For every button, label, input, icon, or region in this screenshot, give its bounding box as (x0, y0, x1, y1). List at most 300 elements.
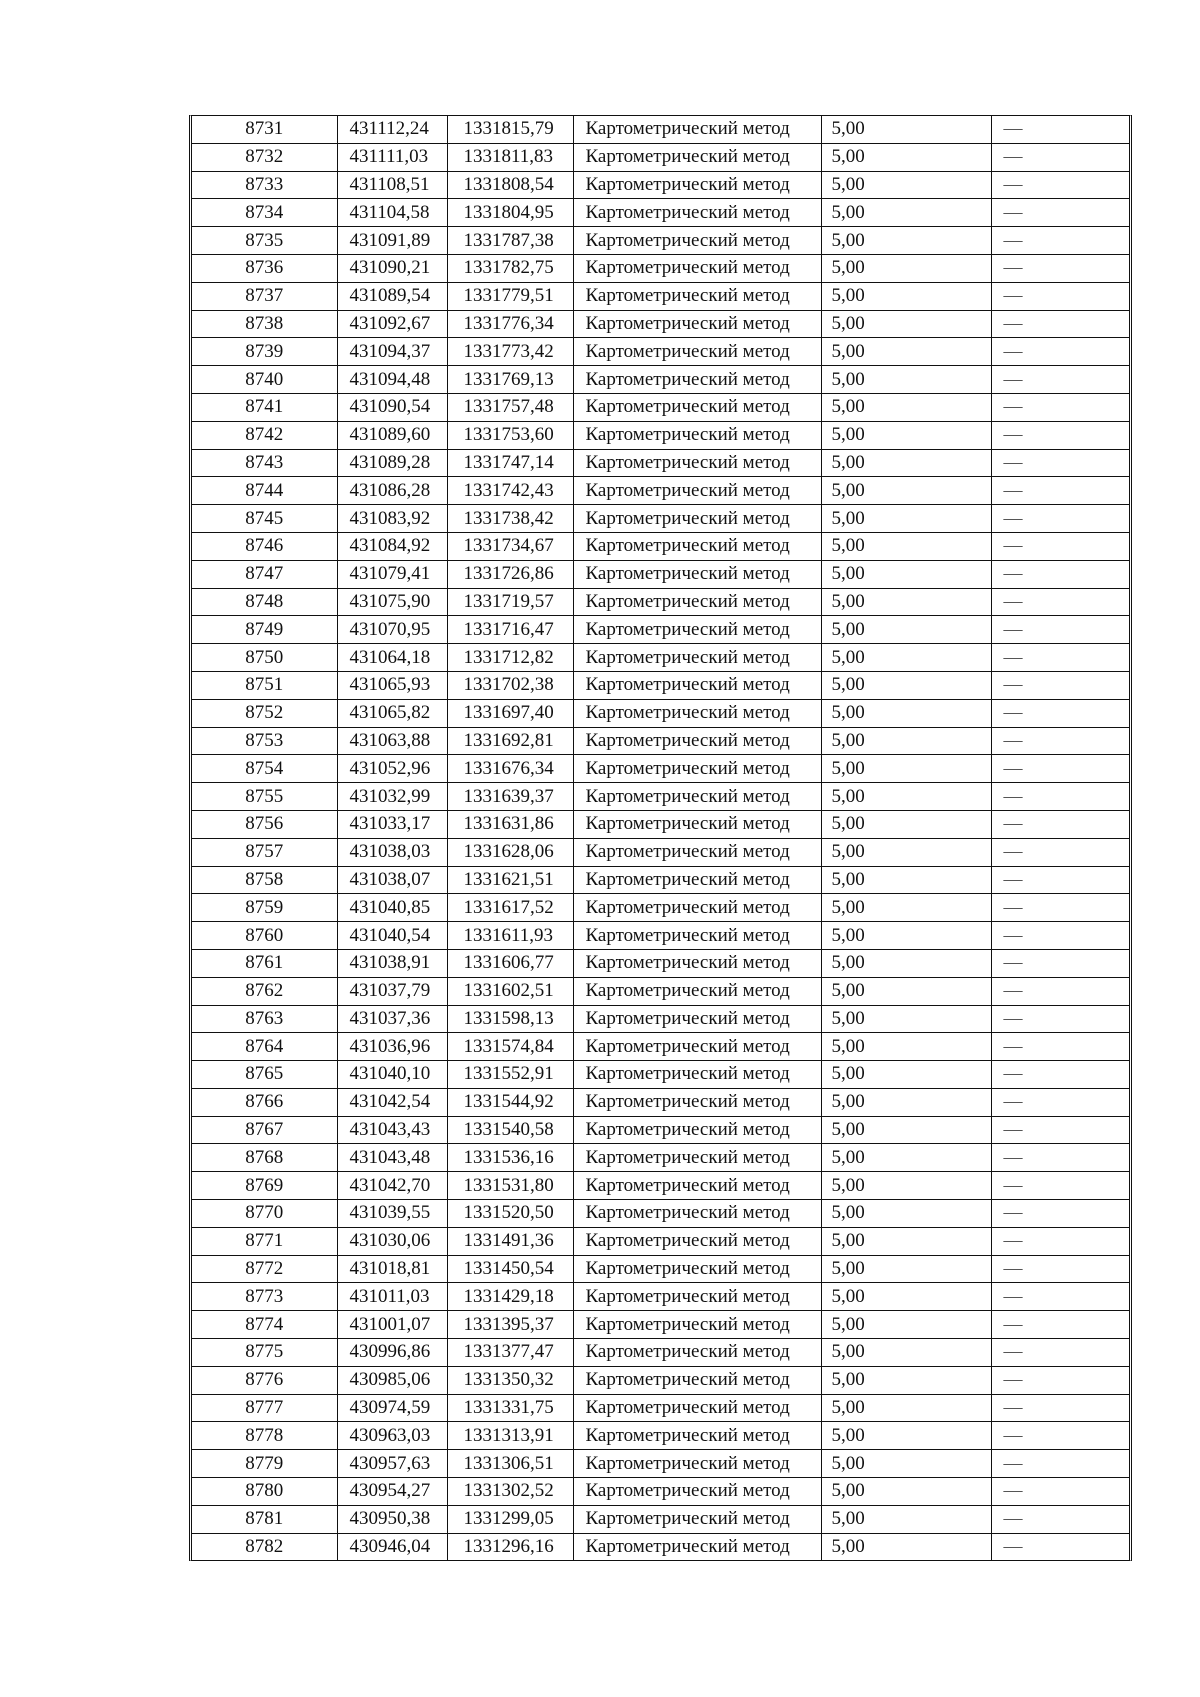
method-cell: Картометрический метод (573, 199, 821, 227)
accuracy-cell: 5,00 (821, 1172, 991, 1200)
table-row (192, 310, 1129, 338)
accuracy-cell: 5,00 (821, 532, 991, 560)
x-coordinate-cell: 431033,17 (337, 810, 447, 838)
note-cell: — (991, 755, 1129, 783)
x-coordinate-cell: 430950,38 (337, 1505, 447, 1533)
x-coordinate-cell: 431089,60 (337, 421, 447, 449)
y-coordinate-cell: 1331747,14 (447, 449, 573, 477)
note-cell: — (991, 560, 1129, 588)
y-coordinate-cell: 1331299,05 (447, 1505, 573, 1533)
method-cell: Картометрический метод (573, 1283, 821, 1311)
point-number-cell: 8778 (192, 1422, 337, 1450)
point-number-cell: 8756 (192, 810, 337, 838)
point-number-cell: 8757 (192, 838, 337, 866)
accuracy-cell: 5,00 (821, 393, 991, 421)
point-number-cell: 8761 (192, 949, 337, 977)
accuracy-cell: 5,00 (821, 1450, 991, 1478)
method-cell: Картометрический метод (573, 949, 821, 977)
point-number-cell: 8750 (192, 644, 337, 672)
table-row (192, 254, 1129, 282)
x-coordinate-cell: 431065,93 (337, 671, 447, 699)
note-cell: — (991, 644, 1129, 672)
table-row (192, 1255, 1129, 1283)
table-row (192, 421, 1129, 449)
point-number-cell: 8736 (192, 254, 337, 282)
note-cell: — (991, 282, 1129, 310)
accuracy-cell: 5,00 (821, 671, 991, 699)
method-cell: Картометрический метод (573, 727, 821, 755)
accuracy-cell: 5,00 (821, 1033, 991, 1061)
y-coordinate-cell: 1331738,42 (447, 505, 573, 533)
table-row (192, 227, 1129, 255)
note-cell: — (991, 532, 1129, 560)
note-cell: — (991, 1088, 1129, 1116)
method-cell: Картометрический метод (573, 1116, 821, 1144)
note-cell: — (991, 727, 1129, 755)
x-coordinate-cell: 431090,21 (337, 254, 447, 282)
point-number-cell: 8746 (192, 532, 337, 560)
accuracy-cell: 5,00 (821, 1116, 991, 1144)
note-cell: — (991, 588, 1129, 616)
table-row (192, 588, 1129, 616)
table-row (192, 199, 1129, 227)
y-coordinate-cell: 1331450,54 (447, 1255, 573, 1283)
x-coordinate-cell: 431032,99 (337, 783, 447, 811)
note-cell: — (991, 310, 1129, 338)
accuracy-cell: 5,00 (821, 616, 991, 644)
y-coordinate-cell: 1331631,86 (447, 810, 573, 838)
x-coordinate-cell: 431094,37 (337, 338, 447, 366)
point-number-cell: 8765 (192, 1061, 337, 1089)
y-coordinate-cell: 1331804,95 (447, 199, 573, 227)
x-coordinate-cell: 430985,06 (337, 1366, 447, 1394)
y-coordinate-cell: 1331811,83 (447, 143, 573, 171)
accuracy-cell: 5,00 (821, 949, 991, 977)
table-row (192, 560, 1129, 588)
y-coordinate-cell: 1331815,79 (447, 116, 573, 143)
method-cell: Картометрический метод (573, 1005, 821, 1033)
x-coordinate-cell: 431063,88 (337, 727, 447, 755)
accuracy-cell: 5,00 (821, 143, 991, 171)
table-row (192, 143, 1129, 171)
table-row (192, 671, 1129, 699)
point-number-cell: 8754 (192, 755, 337, 783)
accuracy-cell: 5,00 (821, 922, 991, 950)
point-number-cell: 8781 (192, 1505, 337, 1533)
table-row (192, 727, 1129, 755)
table-row (192, 1061, 1129, 1089)
accuracy-cell: 5,00 (821, 1283, 991, 1311)
method-cell: Картометрический метод (573, 1144, 821, 1172)
accuracy-cell: 5,00 (821, 1339, 991, 1367)
y-coordinate-cell: 1331787,38 (447, 227, 573, 255)
table-row (192, 922, 1129, 950)
coordinates-table-body (192, 116, 1129, 1560)
x-coordinate-cell: 431036,96 (337, 1033, 447, 1061)
x-coordinate-cell: 431064,18 (337, 644, 447, 672)
table-row (192, 1394, 1129, 1422)
point-number-cell: 8771 (192, 1227, 337, 1255)
y-coordinate-cell: 1331782,75 (447, 254, 573, 282)
y-coordinate-cell: 1331491,36 (447, 1227, 573, 1255)
note-cell: — (991, 894, 1129, 922)
y-coordinate-cell: 1331712,82 (447, 644, 573, 672)
accuracy-cell: 5,00 (821, 727, 991, 755)
point-number-cell: 8733 (192, 171, 337, 199)
method-cell: Картометрический метод (573, 1339, 821, 1367)
note-cell: — (991, 171, 1129, 199)
x-coordinate-cell: 431094,48 (337, 366, 447, 394)
x-coordinate-cell: 430974,59 (337, 1394, 447, 1422)
note-cell: — (991, 1422, 1129, 1450)
method-cell: Картометрический метод (573, 616, 821, 644)
point-number-cell: 8749 (192, 616, 337, 644)
accuracy-cell: 5,00 (821, 199, 991, 227)
x-coordinate-cell: 431089,54 (337, 282, 447, 310)
accuracy-cell: 5,00 (821, 338, 991, 366)
note-cell: — (991, 254, 1129, 282)
y-coordinate-cell: 1331536,16 (447, 1144, 573, 1172)
accuracy-cell: 5,00 (821, 1255, 991, 1283)
point-number-cell: 8758 (192, 866, 337, 894)
x-coordinate-cell: 431090,54 (337, 393, 447, 421)
note-cell: — (991, 783, 1129, 811)
note-cell: — (991, 1450, 1129, 1478)
method-cell: Картометрический метод (573, 1033, 821, 1061)
method-cell: Картометрический метод (573, 894, 821, 922)
x-coordinate-cell: 431037,79 (337, 977, 447, 1005)
note-cell: — (991, 922, 1129, 950)
table-row (192, 755, 1129, 783)
note-cell: — (991, 1005, 1129, 1033)
point-number-cell: 8773 (192, 1283, 337, 1311)
table-row (192, 1172, 1129, 1200)
table-row (192, 949, 1129, 977)
x-coordinate-cell: 431011,03 (337, 1283, 447, 1311)
table-row (192, 449, 1129, 477)
method-cell: Картометрический метод (573, 644, 821, 672)
method-cell: Картометрический метод (573, 505, 821, 533)
x-coordinate-cell: 431052,96 (337, 755, 447, 783)
note-cell: — (991, 143, 1129, 171)
method-cell: Картометрический метод (573, 282, 821, 310)
method-cell: Картометрический метод (573, 1450, 821, 1478)
point-number-cell: 8782 (192, 1533, 337, 1560)
point-number-cell: 8770 (192, 1200, 337, 1228)
accuracy-cell: 5,00 (821, 1422, 991, 1450)
note-cell: — (991, 366, 1129, 394)
y-coordinate-cell: 1331692,81 (447, 727, 573, 755)
table-row (192, 505, 1129, 533)
note-cell: — (991, 1394, 1129, 1422)
method-cell: Картометрический метод (573, 1255, 821, 1283)
x-coordinate-cell: 431091,89 (337, 227, 447, 255)
note-cell: — (991, 1283, 1129, 1311)
x-coordinate-cell: 431070,95 (337, 616, 447, 644)
accuracy-cell: 5,00 (821, 1533, 991, 1560)
x-coordinate-cell: 431030,06 (337, 1227, 447, 1255)
note-cell: — (991, 199, 1129, 227)
y-coordinate-cell: 1331611,93 (447, 922, 573, 950)
note-cell: — (991, 1061, 1129, 1089)
coordinates-table-frame (189, 115, 1132, 1561)
method-cell: Картометрический метод (573, 1088, 821, 1116)
x-coordinate-cell: 431038,03 (337, 838, 447, 866)
x-coordinate-cell: 431086,28 (337, 477, 447, 505)
note-cell: — (991, 1200, 1129, 1228)
accuracy-cell: 5,00 (821, 1366, 991, 1394)
x-coordinate-cell: 431042,54 (337, 1088, 447, 1116)
method-cell: Картометрический метод (573, 310, 821, 338)
y-coordinate-cell: 1331697,40 (447, 699, 573, 727)
note-cell: — (991, 838, 1129, 866)
y-coordinate-cell: 1331302,52 (447, 1478, 573, 1506)
table-row (192, 171, 1129, 199)
y-coordinate-cell: 1331531,80 (447, 1172, 573, 1200)
accuracy-cell: 5,00 (821, 1394, 991, 1422)
y-coordinate-cell: 1331331,75 (447, 1394, 573, 1422)
method-cell: Картометрический метод (573, 1200, 821, 1228)
note-cell: — (991, 699, 1129, 727)
accuracy-cell: 5,00 (821, 171, 991, 199)
x-coordinate-cell: 431108,51 (337, 171, 447, 199)
method-cell: Картометрический метод (573, 449, 821, 477)
accuracy-cell: 5,00 (821, 1088, 991, 1116)
accuracy-cell: 5,00 (821, 282, 991, 310)
table-row (192, 866, 1129, 894)
accuracy-cell: 5,00 (821, 1505, 991, 1533)
point-number-cell: 8751 (192, 671, 337, 699)
note-cell: — (991, 616, 1129, 644)
accuracy-cell: 5,00 (821, 449, 991, 477)
accuracy-cell: 5,00 (821, 644, 991, 672)
table-row (192, 1311, 1129, 1339)
table-row (192, 1227, 1129, 1255)
table-row (192, 810, 1129, 838)
accuracy-cell: 5,00 (821, 1227, 991, 1255)
table-row (192, 1505, 1129, 1533)
point-number-cell: 8775 (192, 1339, 337, 1367)
note-cell: — (991, 1339, 1129, 1367)
x-coordinate-cell: 431065,82 (337, 699, 447, 727)
accuracy-cell: 5,00 (821, 1144, 991, 1172)
x-coordinate-cell: 431084,92 (337, 532, 447, 560)
y-coordinate-cell: 1331639,37 (447, 783, 573, 811)
point-number-cell: 8776 (192, 1366, 337, 1394)
point-number-cell: 8766 (192, 1088, 337, 1116)
x-coordinate-cell: 431038,07 (337, 866, 447, 894)
x-coordinate-cell: 431111,03 (337, 143, 447, 171)
note-cell: — (991, 1033, 1129, 1061)
y-coordinate-cell: 1331540,58 (447, 1116, 573, 1144)
method-cell: Картометрический метод (573, 1533, 821, 1560)
y-coordinate-cell: 1331716,47 (447, 616, 573, 644)
method-cell: Картометрический метод (573, 116, 821, 143)
y-coordinate-cell: 1331552,91 (447, 1061, 573, 1089)
table-row (192, 1450, 1129, 1478)
method-cell: Картометрический метод (573, 1311, 821, 1339)
accuracy-cell: 5,00 (821, 227, 991, 255)
accuracy-cell: 5,00 (821, 560, 991, 588)
table-row (192, 1088, 1129, 1116)
x-coordinate-cell: 431043,48 (337, 1144, 447, 1172)
y-coordinate-cell: 1331776,34 (447, 310, 573, 338)
accuracy-cell: 5,00 (821, 477, 991, 505)
y-coordinate-cell: 1331676,34 (447, 755, 573, 783)
point-number-cell: 8737 (192, 282, 337, 310)
point-number-cell: 8738 (192, 310, 337, 338)
point-number-cell: 8780 (192, 1478, 337, 1506)
point-number-cell: 8763 (192, 1005, 337, 1033)
point-number-cell: 8768 (192, 1144, 337, 1172)
note-cell: — (991, 1311, 1129, 1339)
note-cell: — (991, 393, 1129, 421)
accuracy-cell: 5,00 (821, 1200, 991, 1228)
method-cell: Картометрический метод (573, 1061, 821, 1089)
method-cell: Картометрический метод (573, 755, 821, 783)
method-cell: Картометрический метод (573, 560, 821, 588)
point-number-cell: 8745 (192, 505, 337, 533)
point-number-cell: 8743 (192, 449, 337, 477)
accuracy-cell: 5,00 (821, 254, 991, 282)
table-row (192, 977, 1129, 1005)
note-cell: — (991, 1478, 1129, 1506)
table-row (192, 338, 1129, 366)
table-row (192, 616, 1129, 644)
note-cell: — (991, 866, 1129, 894)
y-coordinate-cell: 1331377,47 (447, 1339, 573, 1367)
x-coordinate-cell: 431075,90 (337, 588, 447, 616)
y-coordinate-cell: 1331520,50 (447, 1200, 573, 1228)
note-cell: — (991, 1227, 1129, 1255)
method-cell: Картометрический метод (573, 421, 821, 449)
note-cell: — (991, 116, 1129, 143)
method-cell: Картометрический метод (573, 1394, 821, 1422)
method-cell: Картометрический метод (573, 254, 821, 282)
note-cell: — (991, 227, 1129, 255)
note-cell: — (991, 1144, 1129, 1172)
y-coordinate-cell: 1331757,48 (447, 393, 573, 421)
point-number-cell: 8739 (192, 338, 337, 366)
table-row (192, 1200, 1129, 1228)
y-coordinate-cell: 1331313,91 (447, 1422, 573, 1450)
x-coordinate-cell: 431037,36 (337, 1005, 447, 1033)
method-cell: Картометрический метод (573, 977, 821, 1005)
note-cell: — (991, 421, 1129, 449)
note-cell: — (991, 1366, 1129, 1394)
y-coordinate-cell: 1331702,38 (447, 671, 573, 699)
point-number-cell: 8753 (192, 727, 337, 755)
accuracy-cell: 5,00 (821, 1478, 991, 1506)
table-row (192, 1422, 1129, 1450)
y-coordinate-cell: 1331628,06 (447, 838, 573, 866)
point-number-cell: 8774 (192, 1311, 337, 1339)
method-cell: Картометрический метод (573, 838, 821, 866)
x-coordinate-cell: 430963,03 (337, 1422, 447, 1450)
accuracy-cell: 5,00 (821, 894, 991, 922)
x-coordinate-cell: 431038,91 (337, 949, 447, 977)
point-number-cell: 8755 (192, 783, 337, 811)
method-cell: Картометрический метод (573, 1505, 821, 1533)
y-coordinate-cell: 1331617,52 (447, 894, 573, 922)
point-number-cell: 8741 (192, 393, 337, 421)
table-row (192, 1033, 1129, 1061)
x-coordinate-cell: 430957,63 (337, 1450, 447, 1478)
y-coordinate-cell: 1331734,67 (447, 532, 573, 560)
accuracy-cell: 5,00 (821, 310, 991, 338)
y-coordinate-cell: 1331753,60 (447, 421, 573, 449)
accuracy-cell: 5,00 (821, 1311, 991, 1339)
y-coordinate-cell: 1331296,16 (447, 1533, 573, 1560)
method-cell: Картометрический метод (573, 1227, 821, 1255)
note-cell: — (991, 338, 1129, 366)
x-coordinate-cell: 430996,86 (337, 1339, 447, 1367)
method-cell: Картометрический метод (573, 338, 821, 366)
table-row (192, 1533, 1129, 1560)
x-coordinate-cell: 431092,67 (337, 310, 447, 338)
x-coordinate-cell: 431039,55 (337, 1200, 447, 1228)
method-cell: Картометрический метод (573, 810, 821, 838)
y-coordinate-cell: 1331621,51 (447, 866, 573, 894)
table-row (192, 1116, 1129, 1144)
x-coordinate-cell: 431112,24 (337, 116, 447, 143)
accuracy-cell: 5,00 (821, 699, 991, 727)
table-row (192, 1478, 1129, 1506)
method-cell: Картометрический метод (573, 477, 821, 505)
method-cell: Картометрический метод (573, 1366, 821, 1394)
table-row (192, 532, 1129, 560)
y-coordinate-cell: 1331306,51 (447, 1450, 573, 1478)
y-coordinate-cell: 1331602,51 (447, 977, 573, 1005)
y-coordinate-cell: 1331808,54 (447, 171, 573, 199)
point-number-cell: 8735 (192, 227, 337, 255)
x-coordinate-cell: 431040,10 (337, 1061, 447, 1089)
accuracy-cell: 5,00 (821, 1005, 991, 1033)
x-coordinate-cell: 431018,81 (337, 1255, 447, 1283)
table-row (192, 894, 1129, 922)
y-coordinate-cell: 1331719,57 (447, 588, 573, 616)
note-cell: — (991, 1505, 1129, 1533)
point-number-cell: 8764 (192, 1033, 337, 1061)
note-cell: — (991, 1172, 1129, 1200)
accuracy-cell: 5,00 (821, 588, 991, 616)
accuracy-cell: 5,00 (821, 366, 991, 394)
y-coordinate-cell: 1331395,37 (447, 1311, 573, 1339)
point-number-cell: 8769 (192, 1172, 337, 1200)
note-cell: — (991, 810, 1129, 838)
x-coordinate-cell: 431040,85 (337, 894, 447, 922)
accuracy-cell: 5,00 (821, 116, 991, 143)
table-row (192, 1366, 1129, 1394)
method-cell: Картометрический метод (573, 866, 821, 894)
note-cell: — (991, 449, 1129, 477)
point-number-cell: 8731 (192, 116, 337, 143)
accuracy-cell: 5,00 (821, 505, 991, 533)
accuracy-cell: 5,00 (821, 421, 991, 449)
table-row (192, 838, 1129, 866)
point-number-cell: 8767 (192, 1116, 337, 1144)
table-row (192, 1283, 1129, 1311)
table-row (192, 699, 1129, 727)
x-coordinate-cell: 431040,54 (337, 922, 447, 950)
x-coordinate-cell: 431104,58 (337, 199, 447, 227)
table-row (192, 1005, 1129, 1033)
method-cell: Картометрический метод (573, 922, 821, 950)
note-cell: — (991, 477, 1129, 505)
table-row (192, 1339, 1129, 1367)
coordinates-table (192, 116, 1129, 1560)
y-coordinate-cell: 1331606,77 (447, 949, 573, 977)
